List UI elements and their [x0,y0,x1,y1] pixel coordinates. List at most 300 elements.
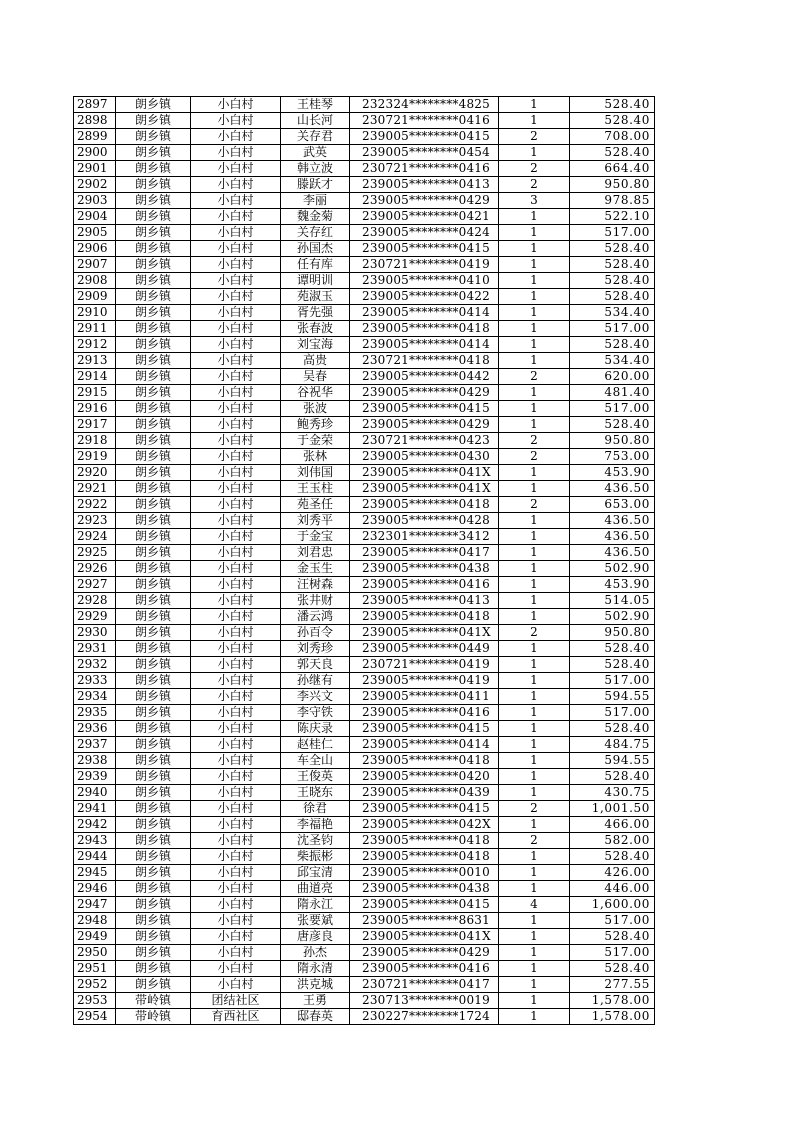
row-number: 2951 [74,961,116,977]
row-number: 2948 [74,913,116,929]
village-cell: 小白村 [191,625,281,641]
row-number: 2921 [74,481,116,497]
town-cell: 朗乡镇 [116,881,191,897]
amount-cell: 517.00 [570,945,655,961]
row-number: 2916 [74,401,116,417]
town-cell: 带岭镇 [116,1009,191,1025]
table-row [74,977,655,993]
person-name-cell: 孙国杰 [281,241,350,257]
amount-cell: 664.40 [570,161,655,177]
village-cell: 小白村 [191,561,281,577]
village-cell: 小白村 [191,801,281,817]
village-cell: 小白村 [191,257,281,273]
id-number-cell: 239005********0010 [350,865,499,881]
town-cell: 朗乡镇 [116,305,191,321]
village-cell: 小白村 [191,657,281,673]
table-row [74,241,655,257]
household-count-cell: 2 [499,801,570,817]
amount-cell: 528.40 [570,641,655,657]
table-row [74,657,655,673]
town-cell: 朗乡镇 [116,705,191,721]
household-count-cell: 1 [499,241,570,257]
village-cell: 小白村 [191,849,281,865]
amount-cell: 522.10 [570,209,655,225]
town-cell: 朗乡镇 [116,785,191,801]
person-name-cell: 张要斌 [281,913,350,929]
person-name-cell: 李丽 [281,193,350,209]
id-number-cell: 239005********0420 [350,769,499,785]
amount-cell: 514.05 [570,593,655,609]
person-name-cell: 谭明训 [281,273,350,289]
village-cell: 小白村 [191,433,281,449]
person-name-cell: 陈庆录 [281,721,350,737]
town-cell: 朗乡镇 [116,689,191,705]
amount-cell: 1,001.50 [570,801,655,817]
table-row [74,929,655,945]
row-number: 2922 [74,497,116,513]
town-cell: 朗乡镇 [116,321,191,337]
row-number: 2906 [74,241,116,257]
id-number-cell: 230721********0418 [350,353,499,369]
id-number-cell: 230721********0419 [350,257,499,273]
town-cell: 朗乡镇 [116,97,191,113]
id-number-cell: 239005********0411 [350,689,499,705]
table-row [74,289,655,305]
person-name-cell: 张林 [281,449,350,465]
person-name-cell: 王俊英 [281,769,350,785]
amount-cell: 708.00 [570,129,655,145]
town-cell: 朗乡镇 [116,625,191,641]
town-cell: 朗乡镇 [116,289,191,305]
amount-cell: 528.40 [570,241,655,257]
amount-cell: 453.90 [570,577,655,593]
household-count-cell: 2 [499,433,570,449]
id-number-cell: 239005********0417 [350,545,499,561]
amount-cell: 1,578.00 [570,1009,655,1025]
amount-cell: 534.40 [570,305,655,321]
person-name-cell: 孙继有 [281,673,350,689]
row-number: 2944 [74,849,116,865]
id-number-cell: 230721********0423 [350,433,499,449]
table-row [74,177,655,193]
household-count-cell: 1 [499,529,570,545]
person-name-cell: 李守铁 [281,705,350,721]
id-number-cell: 239005********0428 [350,513,499,529]
table-row [74,417,655,433]
row-number: 2902 [74,177,116,193]
table-row [74,849,655,865]
household-count-cell: 1 [499,209,570,225]
village-cell: 小白村 [191,497,281,513]
village-cell: 小白村 [191,881,281,897]
row-number: 2926 [74,561,116,577]
village-cell: 小白村 [191,609,281,625]
row-number: 2929 [74,609,116,625]
household-count-cell: 1 [499,769,570,785]
id-number-cell: 239005********0415 [350,721,499,737]
person-name-cell: 唐彦良 [281,929,350,945]
amount-cell: 950.80 [570,625,655,641]
village-cell: 小白村 [191,305,281,321]
table-row [74,449,655,465]
person-name-cell: 洪克城 [281,977,350,993]
table-row [74,529,655,545]
household-count-cell: 1 [499,305,570,321]
household-count-cell: 1 [499,817,570,833]
id-number-cell: 230721********0416 [350,113,499,129]
row-number: 2936 [74,721,116,737]
household-count-cell: 1 [499,961,570,977]
row-number: 2901 [74,161,116,177]
household-count-cell: 1 [499,593,570,609]
table-row [74,145,655,161]
row-number: 2909 [74,289,116,305]
town-cell: 朗乡镇 [116,177,191,193]
id-number-cell: 239005********0429 [350,945,499,961]
id-number-cell: 230721********0416 [350,161,499,177]
household-count-cell: 2 [499,129,570,145]
table-row [74,737,655,753]
person-name-cell: 魏金菊 [281,209,350,225]
table-row [74,705,655,721]
household-count-cell: 1 [499,609,570,625]
amount-cell: 950.80 [570,177,655,193]
village-cell: 小白村 [191,817,281,833]
id-number-cell: 239005********0415 [350,241,499,257]
village-cell: 小白村 [191,113,281,129]
id-number-cell: 239005********042X [350,817,499,833]
household-count-cell: 1 [499,945,570,961]
amount-cell: 528.40 [570,337,655,353]
table-row [74,721,655,737]
person-name-cell: 于金宝 [281,529,350,545]
row-number: 2946 [74,881,116,897]
town-cell: 朗乡镇 [116,465,191,481]
village-cell: 小白村 [191,689,281,705]
table-row [74,369,655,385]
row-number: 2911 [74,321,116,337]
id-number-cell: 239005********0424 [350,225,499,241]
village-cell: 小白村 [191,177,281,193]
town-cell: 朗乡镇 [116,609,191,625]
table-row [74,433,655,449]
person-name-cell: 胥先强 [281,305,350,321]
village-cell: 小白村 [191,641,281,657]
id-number-cell: 239005********0416 [350,577,499,593]
town-cell: 朗乡镇 [116,561,191,577]
village-cell: 小白村 [191,145,281,161]
household-count-cell: 1 [499,1009,570,1025]
table-row [74,641,655,657]
row-number: 2910 [74,305,116,321]
table-row [74,497,655,513]
household-count-cell: 1 [499,865,570,881]
village-cell: 小白村 [191,977,281,993]
amount-cell: 528.40 [570,273,655,289]
town-cell: 朗乡镇 [116,593,191,609]
household-count-cell: 1 [499,657,570,673]
row-number: 2913 [74,353,116,369]
id-number-cell: 230721********0417 [350,977,499,993]
person-name-cell: 山长河 [281,113,350,129]
person-name-cell: 关存红 [281,225,350,241]
amount-cell: 466.00 [570,817,655,833]
town-cell: 带岭镇 [116,993,191,1009]
village-cell: 小白村 [191,209,281,225]
table-row [74,561,655,577]
person-name-cell: 邸春英 [281,1009,350,1025]
person-name-cell: 徐君 [281,801,350,817]
town-cell: 朗乡镇 [116,225,191,241]
table-row [74,97,655,113]
person-name-cell: 刘伟国 [281,465,350,481]
village-cell: 小白村 [191,577,281,593]
row-number: 2917 [74,417,116,433]
row-number: 2915 [74,385,116,401]
id-number-cell: 239005********0416 [350,705,499,721]
row-number: 2923 [74,513,116,529]
village-cell: 小白村 [191,97,281,113]
row-number: 2907 [74,257,116,273]
id-number-cell: 239005********0454 [350,145,499,161]
village-cell: 小白村 [191,369,281,385]
id-number-cell: 239005********0418 [350,609,499,625]
table-row [74,209,655,225]
id-number-cell: 239005********0415 [350,801,499,817]
person-name-cell: 隋永江 [281,897,350,913]
town-cell: 朗乡镇 [116,497,191,513]
table-row [74,593,655,609]
id-number-cell: 239005********0414 [350,305,499,321]
table-row [74,481,655,497]
amount-cell: 484.75 [570,737,655,753]
amount-cell: 528.40 [570,289,655,305]
row-number: 2918 [74,433,116,449]
village-cell: 小白村 [191,753,281,769]
row-number: 2941 [74,801,116,817]
town-cell: 朗乡镇 [116,929,191,945]
town-cell: 朗乡镇 [116,529,191,545]
row-number: 2937 [74,737,116,753]
id-number-cell: 239005********0418 [350,497,499,513]
household-count-cell: 4 [499,897,570,913]
town-cell: 朗乡镇 [116,833,191,849]
id-number-cell: 239005********041X [350,929,499,945]
person-name-cell: 王玉柱 [281,481,350,497]
amount-cell: 528.40 [570,257,655,273]
amount-cell: 517.00 [570,401,655,417]
town-cell: 朗乡镇 [116,353,191,369]
town-cell: 朗乡镇 [116,481,191,497]
table-row [74,385,655,401]
person-name-cell: 武英 [281,145,350,161]
household-count-cell: 1 [499,753,570,769]
table-row [74,913,655,929]
amount-cell: 534.40 [570,353,655,369]
person-name-cell: 苑圣任 [281,497,350,513]
row-number: 2953 [74,993,116,1009]
village-cell: 小白村 [191,593,281,609]
town-cell: 朗乡镇 [116,449,191,465]
town-cell: 朗乡镇 [116,273,191,289]
row-number: 2904 [74,209,116,225]
household-count-cell: 1 [499,337,570,353]
town-cell: 朗乡镇 [116,801,191,817]
id-number-cell: 239005********0413 [350,593,499,609]
town-cell: 朗乡镇 [116,577,191,593]
row-number: 2897 [74,97,116,113]
table-row [74,785,655,801]
household-count-cell: 1 [499,929,570,945]
row-number: 2919 [74,449,116,465]
amount-cell: 528.40 [570,113,655,129]
id-number-cell: 239005********0419 [350,673,499,689]
person-name-cell: 滕跃才 [281,177,350,193]
person-name-cell: 沈圣钧 [281,833,350,849]
id-number-cell: 239005********0430 [350,449,499,465]
amount-cell: 582.00 [570,833,655,849]
amount-cell: 436.50 [570,513,655,529]
amount-cell: 653.00 [570,497,655,513]
person-name-cell: 曲道亮 [281,881,350,897]
table-row [74,961,655,977]
amount-cell: 453.90 [570,465,655,481]
row-number: 2912 [74,337,116,353]
id-number-cell: 239005********0416 [350,961,499,977]
town-cell: 朗乡镇 [116,193,191,209]
household-count-cell: 1 [499,225,570,241]
town-cell: 朗乡镇 [116,849,191,865]
id-number-cell: 239005********041X [350,625,499,641]
amount-cell: 517.00 [570,673,655,689]
row-number: 2933 [74,673,116,689]
person-name-cell: 隋永清 [281,961,350,977]
id-number-cell: 239005********0429 [350,193,499,209]
table-row [74,993,655,1009]
village-cell: 小白村 [191,161,281,177]
table-row [74,817,655,833]
table-row [74,753,655,769]
town-cell: 朗乡镇 [116,433,191,449]
person-name-cell: 赵桂仁 [281,737,350,753]
table-row [74,225,655,241]
amount-cell: 426.00 [570,865,655,881]
table-row [74,353,655,369]
household-count-cell: 1 [499,385,570,401]
person-name-cell: 郭天良 [281,657,350,673]
village-cell: 小白村 [191,385,281,401]
town-cell: 朗乡镇 [116,753,191,769]
household-count-cell: 1 [499,465,570,481]
id-number-cell: 239005********0429 [350,385,499,401]
amount-cell: 620.00 [570,369,655,385]
town-cell: 朗乡镇 [116,385,191,401]
village-cell: 小白村 [191,481,281,497]
person-name-cell: 孙杰 [281,945,350,961]
row-number: 2943 [74,833,116,849]
id-number-cell: 239005********0429 [350,417,499,433]
town-cell: 朗乡镇 [116,417,191,433]
town-cell: 朗乡镇 [116,257,191,273]
town-cell: 朗乡镇 [116,513,191,529]
id-number-cell: 239005********041X [350,465,499,481]
row-number: 2950 [74,945,116,961]
id-number-cell: 239005********0421 [350,209,499,225]
row-number: 2934 [74,689,116,705]
amount-cell: 517.00 [570,225,655,241]
household-count-cell: 2 [499,833,570,849]
id-number-cell: 239005********0418 [350,753,499,769]
village-cell: 小白村 [191,289,281,305]
village-cell: 小白村 [191,945,281,961]
town-cell: 朗乡镇 [116,737,191,753]
id-number-cell: 239005********0414 [350,737,499,753]
row-number: 2931 [74,641,116,657]
row-number: 2905 [74,225,116,241]
town-cell: 朗乡镇 [116,977,191,993]
town-cell: 朗乡镇 [116,817,191,833]
table-row [74,401,655,417]
household-count-cell: 1 [499,257,570,273]
row-number: 2920 [74,465,116,481]
id-number-cell: 230713********0019 [350,993,499,1009]
row-number: 2942 [74,817,116,833]
village-cell: 小白村 [191,785,281,801]
amount-cell: 528.40 [570,657,655,673]
amount-cell: 978.85 [570,193,655,209]
town-cell: 朗乡镇 [116,401,191,417]
table-row [74,769,655,785]
row-number: 2930 [74,625,116,641]
village-cell: 小白村 [191,273,281,289]
person-name-cell: 任有库 [281,257,350,273]
household-count-cell: 1 [499,641,570,657]
household-count-cell: 1 [499,881,570,897]
id-number-cell: 239005********0418 [350,849,499,865]
amount-cell: 1,578.00 [570,993,655,1009]
household-count-cell: 1 [499,481,570,497]
person-name-cell: 张波 [281,401,350,417]
table-row [74,673,655,689]
village-cell: 小白村 [191,545,281,561]
row-number: 2935 [74,705,116,721]
village-cell: 小白村 [191,897,281,913]
person-name-cell: 邱宝清 [281,865,350,881]
amount-cell: 753.00 [570,449,655,465]
amount-cell: 517.00 [570,321,655,337]
id-number-cell: 239005********0422 [350,289,499,305]
id-number-cell: 239005********8631 [350,913,499,929]
household-count-cell: 3 [499,193,570,209]
person-name-cell: 吴春 [281,369,350,385]
town-cell: 朗乡镇 [116,113,191,129]
row-number: 2903 [74,193,116,209]
town-cell: 朗乡镇 [116,945,191,961]
town-cell: 朗乡镇 [116,337,191,353]
table-row [74,129,655,145]
village-cell: 小白村 [191,769,281,785]
person-name-cell: 潘云鸿 [281,609,350,625]
person-name-cell: 张春波 [281,321,350,337]
village-cell: 小白村 [191,465,281,481]
table-row [74,881,655,897]
row-number: 2898 [74,113,116,129]
table-row [74,545,655,561]
village-cell: 小白村 [191,705,281,721]
household-count-cell: 1 [499,977,570,993]
id-number-cell: 239005********0418 [350,321,499,337]
amount-cell: 436.50 [570,545,655,561]
